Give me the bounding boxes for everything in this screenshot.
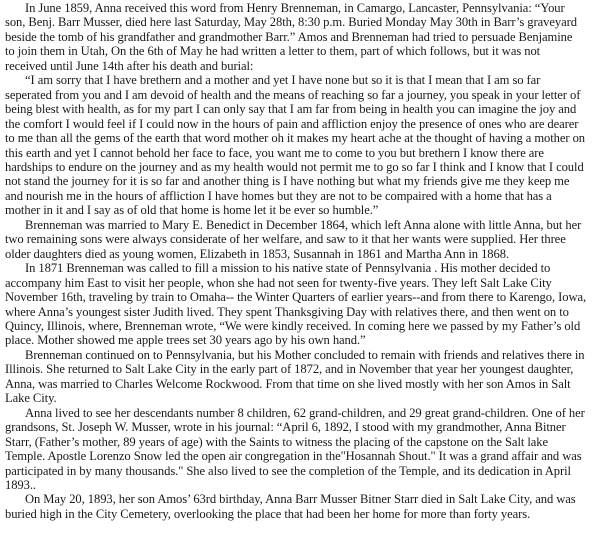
text-line: grandsons, St. Joseph W. Musser, wrote in his journal: “April 6, 1892, I stood with my grandmother, Anna Bitner: [5, 420, 566, 435]
text-line: buried high in the City Cemetery, overlooking the place that had been her home for more than forty years.: [5, 506, 531, 521]
text-line: Temple. Apostle Lorenzo Snow led the open air congregation in the"Hosannah Shout." It was a grand affair and was: [5, 449, 582, 464]
paragraph-death: [5, 492, 596, 521]
paragraph-mission: [5, 261, 596, 348]
paragraph-return: [5, 348, 596, 406]
text-line: participated in by many thousands." She also lived to see the completion of the Temple, and its dedication in April: [5, 463, 571, 478]
text-line: two remaining sons were always considerate of her welfare, and saw to it that her wants were supplied. Her three: [5, 232, 566, 247]
text-line: being blest with health, as for my part I can only say that I am far from being in health you can imagine the joy and: [5, 102, 577, 117]
text-line: to join them in Utah, On the 6th of May he had written a letter to them, part of which follows, but it was not: [5, 44, 541, 59]
text-line: this earth and yet I cannot behold her face to face, you want me to come to you but brethern I know there are: [5, 145, 544, 160]
text-line: 1893..: [5, 477, 37, 492]
text-line: Brenneman was married to Mary E. Benedict in December 1864, which left Anna alone with little Anna, but her: [25, 217, 582, 232]
text-line: son, Benj. Barr Musser, died here last Saturday, May 28th, 8:30 p.m. Buried Monday May 30th in Barr’s graveyard: [5, 15, 577, 30]
text-line: Brenneman continued on to Pennsylvania, but his Mother concluded to remain with friends and relatives there in: [25, 347, 585, 362]
text-line: Starr, (Father’s mother, 89 years of age) with the Saints to witness the placing of the capstone on the Salt lake: [5, 434, 549, 449]
text-line: On May 20, 1893, her son Amos’ 63rd birthday, Anna Barr Musser Bitner Starr died in Salt Lake City, and was: [25, 492, 576, 507]
paragraph-descendants: [5, 406, 596, 493]
text-line: In June 1859, Anna received this word from Henry Brenneman, in Camargo, Lancaster, Pennsylvania: “Your: [25, 1, 565, 15]
text-line: where Anna’s youngest sister Judith lived. They spent Thanksgiving Day with relatives there, and then went on to: [5, 304, 569, 319]
text-line: In 1871 Brenneman was called to fill a mission to his native state of Pennsylvania . His mother decided to: [25, 261, 551, 276]
text-line: Anna lived to see her descendants number 8 children, 62 grand-children, and 29 great grand-children. One of her: [25, 405, 585, 420]
text-line: seperated from you and I am devoid of health and the means of reaching so far a journey, you speak in your letter of: [5, 87, 581, 102]
text-line: to me than all the gems of the earth that word mother oh it makes my heart ache at the thought of having a mother on: [5, 131, 586, 146]
text-line: Lake City.: [5, 391, 57, 406]
paragraph-letter-quote: [5, 73, 596, 218]
text-line: not stand the journey for it is so far and another thing is I have nothing but what my friends give me they keep me: [5, 174, 570, 189]
text-line: November 16th, traveling by train to Omaha-- the Winter Quarters of earlier years--and from there to Karengo, Iowa,: [5, 290, 587, 305]
text-line: received until June 14th after his death and burial:: [5, 58, 254, 73]
text-line: hardships to endure on the journey and as my health would not permit me to go so far I think and I know that I could: [5, 159, 584, 174]
paragraph-letter-news: [5, 1, 596, 73]
text-line: Anna, was married to Charles Welcome Rockwood. From that time on she lived mostly with her son Amos in Salt: [5, 376, 571, 391]
text-line: Illinois. She returned to Salt Lake City in the early part of 1872, and in November that year her youngest daughter,: [5, 362, 574, 377]
text-line: place. Mother showed me apple trees set 30 years ago by his own hand.”: [5, 333, 366, 348]
text-line: older daughters died as young women, Elizabeth in 1853, Susannah in 1861 and Martha Ann in 1868.: [5, 246, 510, 261]
text-line: mother in it and I say as of old that home is home let it be ever so humble.”: [5, 203, 379, 218]
paragraph-marriage: [5, 218, 596, 261]
text-line: beside the tomb of his grandfather and grandmother Barr.” Amos and Brenneman had tried to persuade Benjamine: [5, 29, 573, 44]
text-line: “I am sorry that I have brethern and a mother and yet I have none but so it is that I mean that I am so far: [25, 73, 541, 88]
text-line: the comfort I would feel if I could now in the hours of pain and affliction enjoy the presence of ones who are dearer: [5, 116, 579, 131]
text-line: accompany him East to visit her people, whon she had not seen for twenty-five years. They left Salt Lake City: [5, 275, 552, 290]
text-line: and nourish me in the hours of affliction I have homes but they are not to be compaired with a home that has a: [5, 188, 552, 203]
text-line: Quincy, Illinois, where, Brenneman wrote, “We were kindly received. In coming here we passed by my Father’s old: [5, 318, 581, 333]
